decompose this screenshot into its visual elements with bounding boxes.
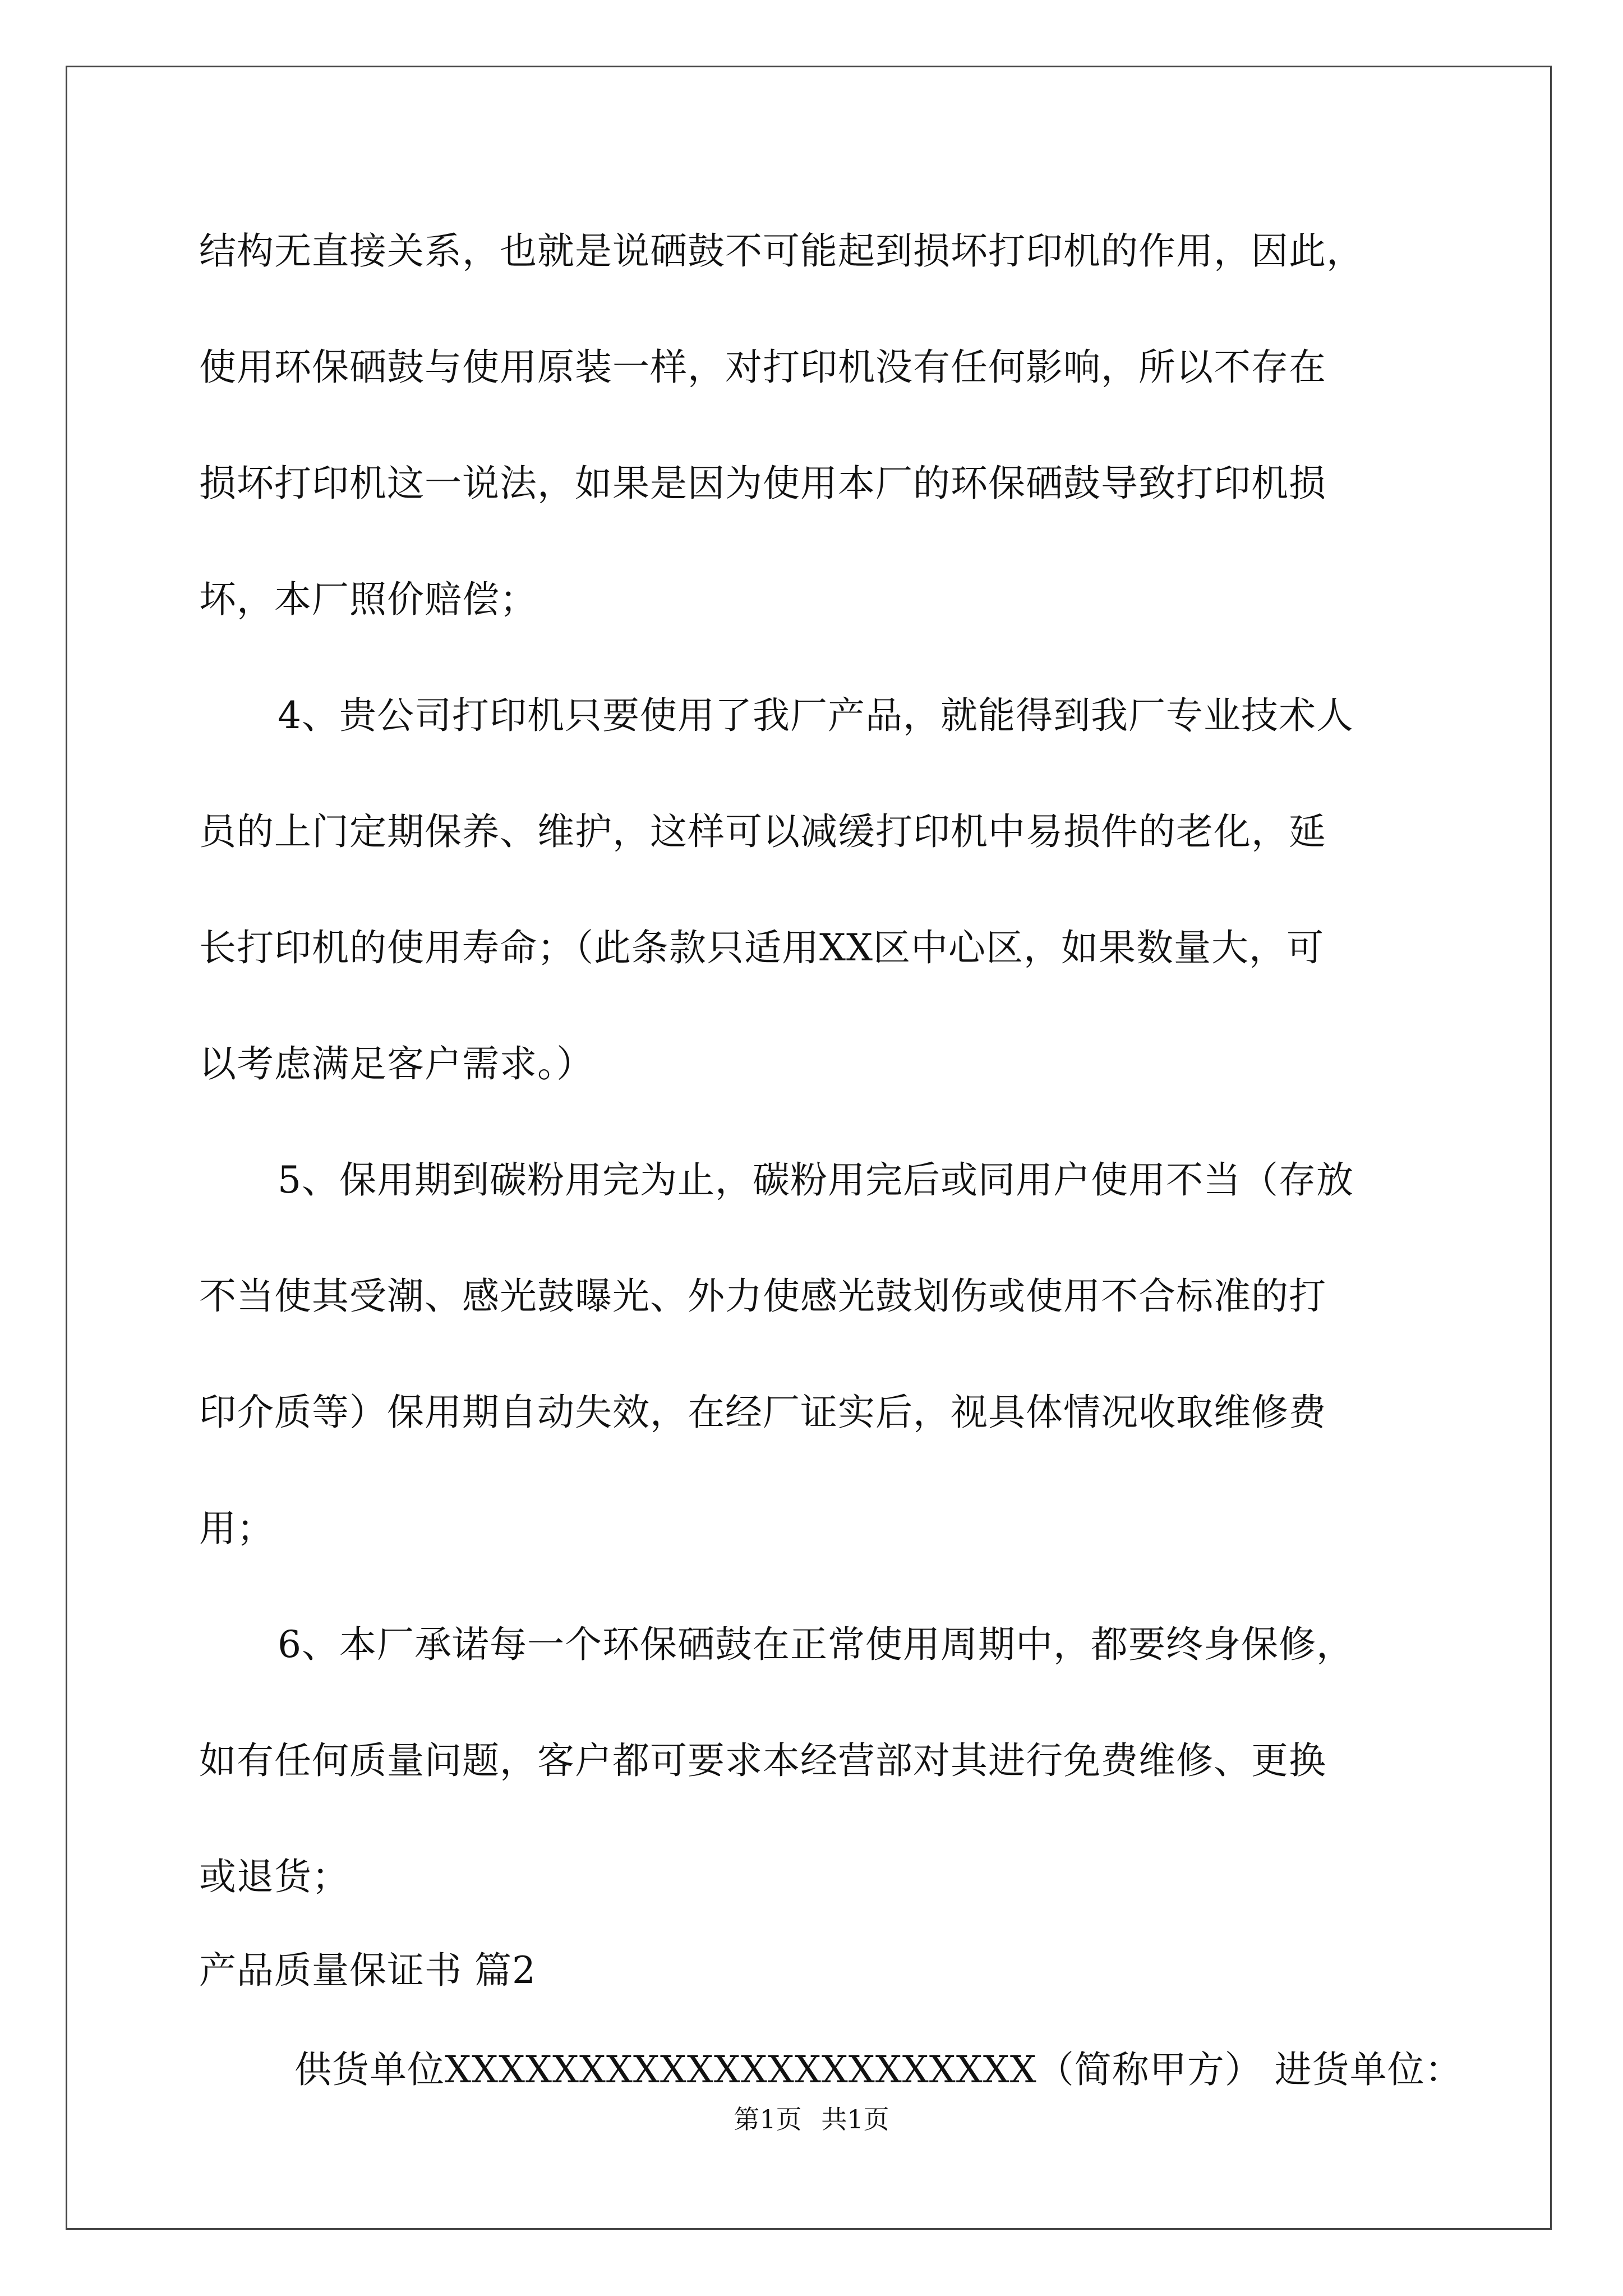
page-footer	[0, 2106, 1623, 2132]
text-line: 长打印机的使用寿命；（此条款只适用XX区中心区，如果数量大，可	[199, 926, 1324, 969]
text-line: 员的上门定期保养、维护，这样可以减缓打印机中易损件的老化，延	[199, 810, 1326, 853]
text-line: 使用环保硒鼓与使用原装一样，对打印机没有任何影响，所以不存在	[199, 346, 1326, 389]
text-line: 如有任何质量问题，客户都可要求本经营部对其进行免费维修、更换	[199, 1739, 1326, 1782]
text-line: 印介质等）保用期自动失效，在经厂证实后，视具体情况收取维修费	[199, 1391, 1326, 1434]
text-line: 损坏打印机这一说法，如果是因为使用本厂的环保硒鼓导致打印机损	[199, 462, 1326, 505]
paragraph-start-line: 5、保用期到碳粉用完为止，碳粉用完后或同用户使用不当（存放	[278, 1158, 1354, 1202]
page-total: 共1页	[821, 2104, 889, 2134]
page-number: 第1页	[734, 2104, 802, 2134]
paragraph-start-line: 4、贵公司打印机只要使用了我厂产品，就能得到我厂专业技术人	[278, 694, 1354, 737]
text-line: 不当使其受潮、感光鼓曝光、外力使感光鼓划伤或使用不合标准的打	[199, 1274, 1326, 1318]
text-line: 或退货；	[199, 1855, 349, 1898]
page-border	[66, 66, 1552, 2230]
paragraph-start-line: 供货单位XXXXXXXXXXXXXXXXXXXXXX（简称甲方） 进货单位：	[294, 2048, 1463, 2091]
text-line: 以考虑满足客户需求。）	[199, 1042, 594, 1085]
text-line: 用；	[199, 1507, 274, 1550]
paragraph-start-line: 6、本厂承诺每一个环保硒鼓在正常使用周期中，都要终身保修，	[278, 1623, 1354, 1666]
text-line: 结构无直接关系，也就是说硒鼓不可能起到损坏打印机的作用，因此，	[199, 229, 1364, 273]
text-line: 坏，本厂照价赔偿；	[199, 578, 537, 621]
section-heading: 产品质量保证书 篇2	[199, 1949, 536, 1992]
